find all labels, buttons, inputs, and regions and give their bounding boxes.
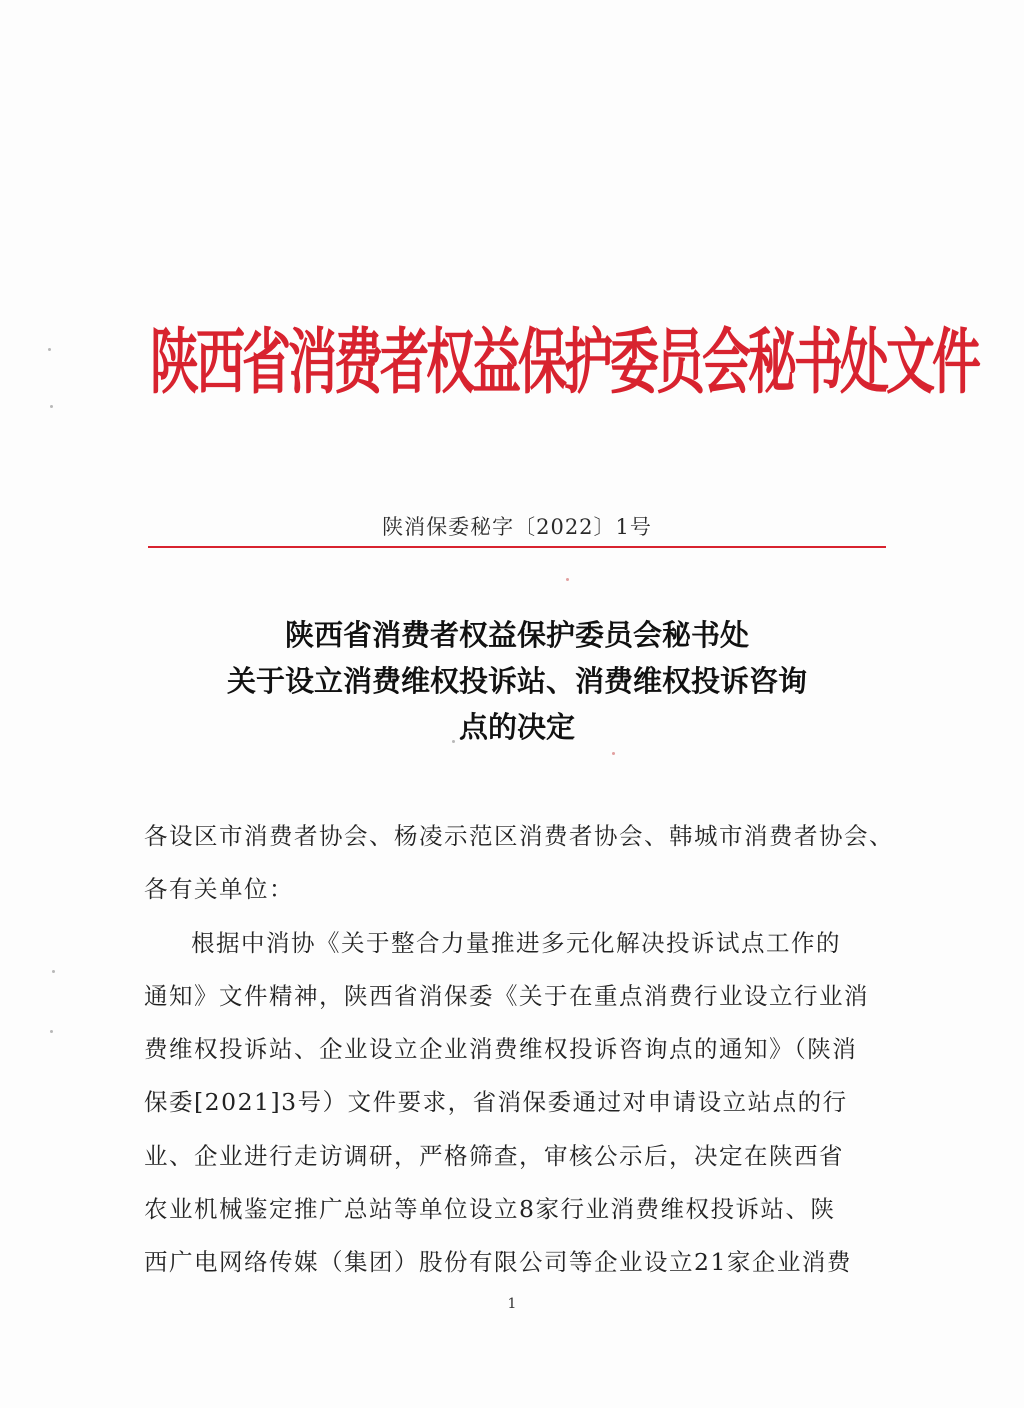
body-line: 保委[2021]3号）文件要求，省消保委通过对申请设立站点的行 bbox=[144, 1088, 848, 1117]
red-header-title: 陕西省消费者权益保护委员会秘书处文件 bbox=[150, 319, 979, 405]
body-line: 各有关单位： bbox=[144, 875, 294, 904]
body-line: 西广电网络传媒（集团）股份有限公司等企业设立21家企业消费 bbox=[144, 1248, 852, 1277]
title-line: 点的决定 bbox=[458, 710, 575, 744]
scan-speck bbox=[452, 740, 455, 743]
scan-speck bbox=[52, 970, 55, 973]
scan-speck bbox=[50, 1030, 53, 1033]
body-line: 农业机械鉴定推广总站等单位设立8家行业消费维权投诉站、陕 bbox=[144, 1195, 836, 1224]
scan-speck bbox=[566, 578, 569, 581]
body-line: 各设区市消费者协会、杨凌示范区消费者协会、韩城市消费者协会、 bbox=[144, 822, 894, 850]
scan-speck bbox=[48, 348, 51, 351]
body-line: 业、企业进行走访调研，严格筛查，审核公示后，决定在陕西省 bbox=[144, 1141, 844, 1170]
title-line: 陕西省消费者权益保护委员会秘书处 bbox=[284, 618, 749, 652]
body-line: 费维权投诉站、企业设立企业消费维权投诉咨询点的通知》（陕消 bbox=[144, 1035, 858, 1064]
body-line: 根据中消协《关于整合力量推进多元化解决投诉试点工作的 bbox=[191, 928, 841, 957]
body-line: 通知》文件精神，陕西省消保委《关于在重点消费行业设立行业消 bbox=[144, 981, 869, 1010]
document-title bbox=[140, 612, 894, 750]
scan-speck bbox=[612, 752, 615, 755]
document-body bbox=[144, 810, 894, 1290]
red-divider-rule bbox=[148, 546, 886, 548]
page-number: 1 bbox=[507, 1296, 517, 1312]
document-number: 陕消保委秘字〔2022〕1号 bbox=[382, 515, 652, 539]
scan-speck bbox=[50, 405, 53, 408]
title-line: 关于设立消费维权投诉站、消费维权投诉咨询 bbox=[226, 664, 807, 698]
